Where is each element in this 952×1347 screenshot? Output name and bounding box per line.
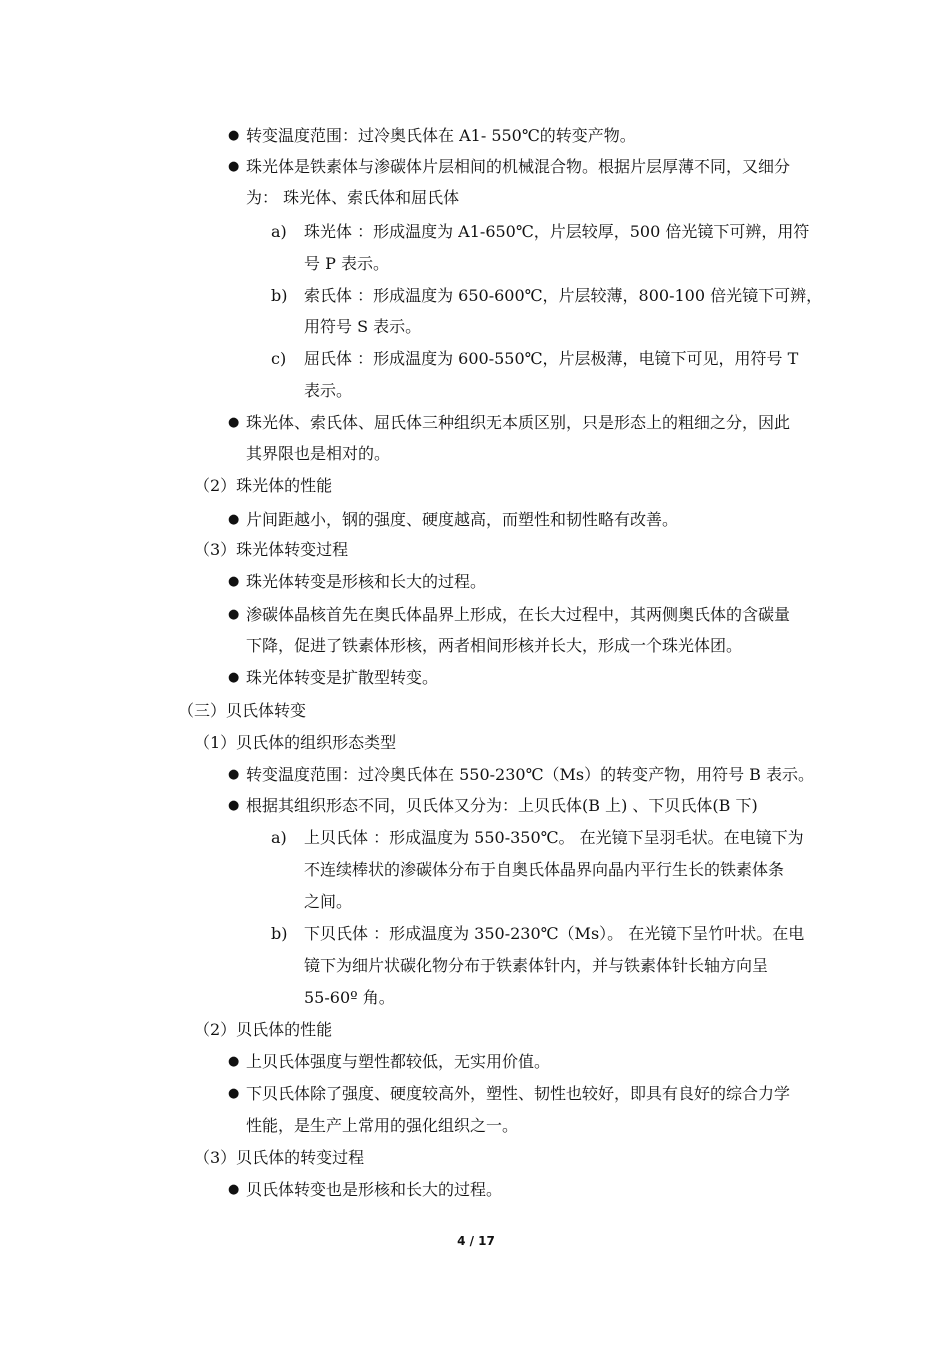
bullet-item: ● 渗碳体晶核首先在奥氏体晶界上形成，在长大过程中，其两侧奥氏体的含碳量 bbox=[246, 605, 790, 625]
list-marker: b) bbox=[271, 924, 288, 943]
bullet-item: ● 根据其组织形态不同，贝氏体又分为：上贝氏体(B 上) 、下贝氏体(B 下) bbox=[246, 796, 758, 816]
bullet-item: ● 贝氏体转变也是形核和长大的过程。 bbox=[246, 1180, 502, 1200]
list-item-text: 上贝氏体 ：形成温度为 550-350℃。 在光镜下呈羽毛状。在电镜下为 bbox=[304, 828, 804, 847]
section-heading: （三）贝氏体转变 bbox=[178, 701, 307, 720]
list-item-text: 55-60º 角。 bbox=[304, 988, 395, 1007]
list-marker: c) bbox=[271, 349, 287, 368]
bullet-item: ● 转变温度范围：过冷奥氏体在 550-230℃（Ms）的转变产物，用符号 B 表示。 bbox=[246, 765, 814, 785]
bullet-continuation: 性能，是生产上常用的强化组织之一。 bbox=[246, 1116, 519, 1135]
bullet-item: ● 珠光体是铁素体与渗碳体片层相间的机械混合物。根据片层厚薄不同，又细分 bbox=[246, 157, 790, 177]
page-number: 4 / 17 bbox=[457, 1234, 495, 1248]
list-item-text: 表示。 bbox=[304, 381, 353, 400]
list-marker: a) bbox=[271, 828, 287, 847]
list-item-text: 珠光体 ：形成温度为 A1-650℃，片层较厚，500 倍光镜下可辨，用符 bbox=[304, 222, 810, 241]
bullet-item: ● 珠光体、索氏体、屈氏体三种组织无本质区别，只是形态上的粗细之分，因此 bbox=[246, 413, 790, 433]
bullet-item: ● 上贝氏体强度与塑性都较低，无实用价值。 bbox=[246, 1052, 550, 1072]
bullet-continuation: 为： 珠光体、索氏体和屈氏体 bbox=[246, 188, 460, 207]
bullet-item: ● 珠光体转变是扩散型转变。 bbox=[246, 668, 438, 688]
list-item-text: 索氏体 ：形成温度为 650-600℃，片层较薄，800-100 倍光镜下可辨， bbox=[304, 286, 823, 305]
list-item-text: 用符号 S 表示。 bbox=[304, 317, 422, 336]
subheading: （2）贝氏体的性能 bbox=[194, 1020, 333, 1039]
list-marker: b) bbox=[271, 286, 288, 305]
subheading: （3）珠光体转变过程 bbox=[194, 540, 349, 559]
list-item-text: 下贝氏体 ：形成温度为 350-230℃（Ms）。 在光镜下呈竹叶状。在电 bbox=[304, 924, 805, 943]
list-item-text: 不连续棒状的渗碳体分布于自奥氏体晶界向晶内平行生长的铁素体条 bbox=[304, 860, 785, 879]
subheading: （2）珠光体的性能 bbox=[194, 476, 333, 495]
list-item-text: 屈氏体 ：形成温度为 600-550℃，片层极薄，电镜下可见，用符号 T bbox=[304, 349, 799, 368]
list-item-text: 号 P 表示。 bbox=[304, 254, 389, 273]
bullet-item: ● 片间距越小，钢的强度、硬度越高，而塑性和韧性略有改善。 bbox=[246, 510, 678, 530]
subheading: （3）贝氏体的转变过程 bbox=[194, 1148, 365, 1167]
subheading: （1）贝氏体的组织形态类型 bbox=[194, 733, 397, 752]
bullet-item: ● 下贝氏体除了强度、硬度较高外，塑性、韧性也较好，即具有良好的综合力学 bbox=[246, 1084, 790, 1104]
bullet-continuation: 其界限也是相对的。 bbox=[246, 444, 391, 463]
list-item-text: 之间。 bbox=[304, 892, 353, 911]
list-item-text: 镜下为细片状碳化物分布于铁素体针内，并与铁素体针长轴方向呈 bbox=[304, 956, 769, 975]
bullet-item: ● 珠光体转变是形核和长大的过程。 bbox=[246, 572, 486, 592]
list-marker: a) bbox=[271, 222, 287, 241]
bullet-item: ● 转变温度范围：过冷奥氏体在 A1- 550℃的转变产物。 bbox=[246, 126, 636, 146]
bullet-continuation: 下降，促进了铁素体形核，两者相间形核并长大，形成一个珠光体团。 bbox=[246, 636, 743, 655]
